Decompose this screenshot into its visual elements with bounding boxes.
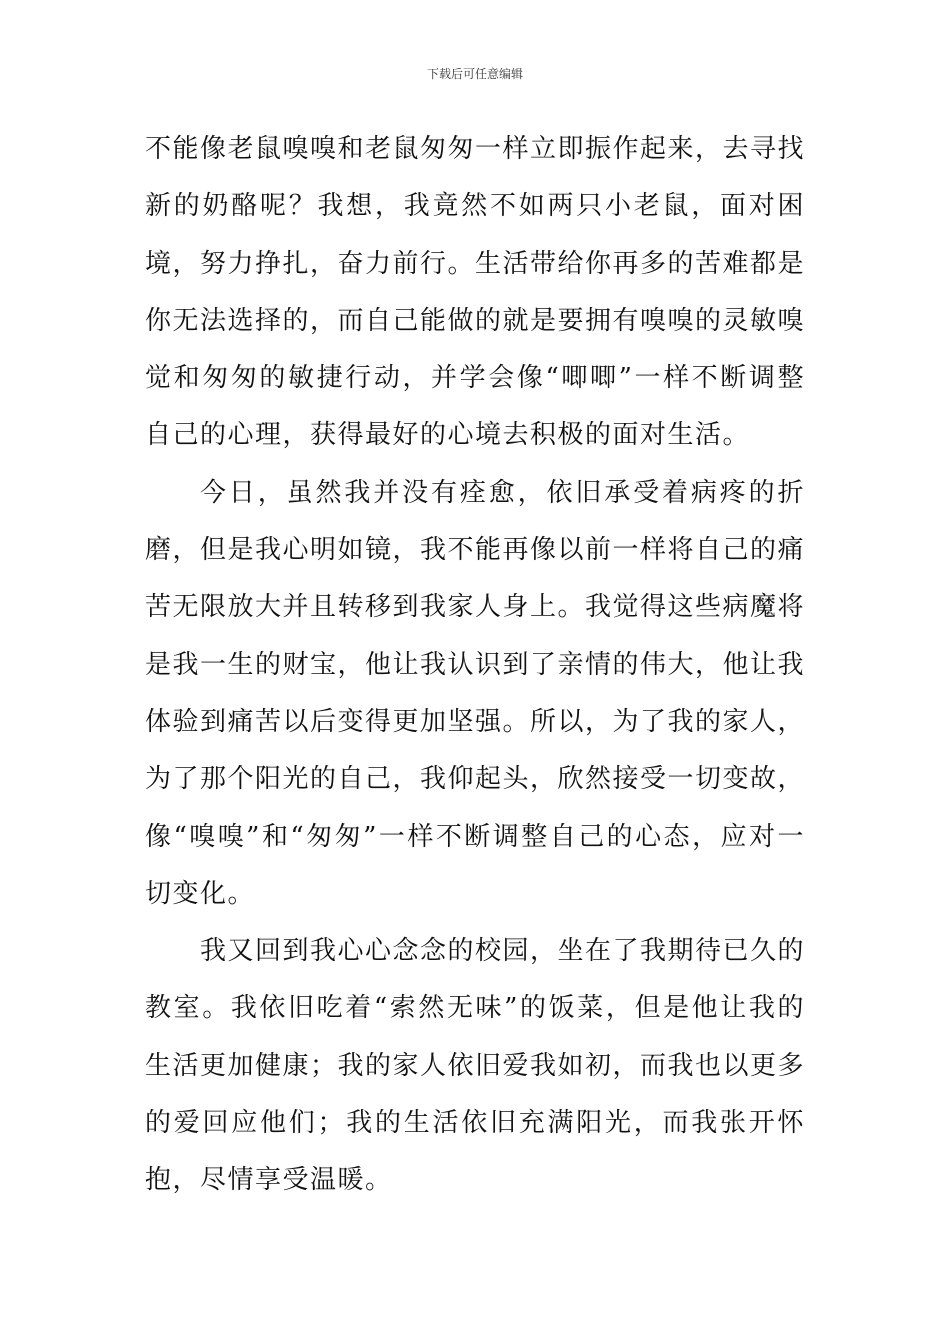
paragraph-1: 不能像老鼠嗅嗅和老鼠匆匆一样立即振作起来，去寻找新的奶酪呢？我想，我竟然不如两只小老鼠，面对困境，努力挣扎，奋力前行。生活带给你再多的苦难都是你无法选择的，而自己能做的就是要拥有嗅嗅的灵敏嗅觉和匆匆的敏捷行动，并学会像“唧唧”一样不断调整自己的心理，获得最好的心境去积极的面对生活。 (145, 134, 806, 451)
paragraph-2: 今日，虽然我并没有痊愈，依旧承受着病疼的折磨，但是我心明如镜，我不能再像以前一样将自己的痛苦无限放大并且转移到我家人身上。我觉得这些病魔将是我一生的财宝，他让我认识到了亲情的伟大，他让我体验到痛苦以后变得更加坚强。所以，为了我的家人，为了那个阳光的自己，我仰起头，欣然接受一切变故，像“嗅嗅”和“匆匆”一样不断调整自己的心态，应对一切变化。 (145, 477, 806, 909)
document-body (145, 121, 805, 1210)
page-header: 下载后可任意编辑 (426, 67, 523, 81)
paragraph-3: 我又回到我心心念念的校园，坐在了我期待已久的教室。我依旧吃着“索然无味”的饭菜，但是他让我的生活更加健康；我的家人依旧爱我如初，而我也以更多的爱回应他们；我的生活依旧充满阳光，而我张开怀抱，尽情享受温暖。 (145, 936, 806, 1196)
